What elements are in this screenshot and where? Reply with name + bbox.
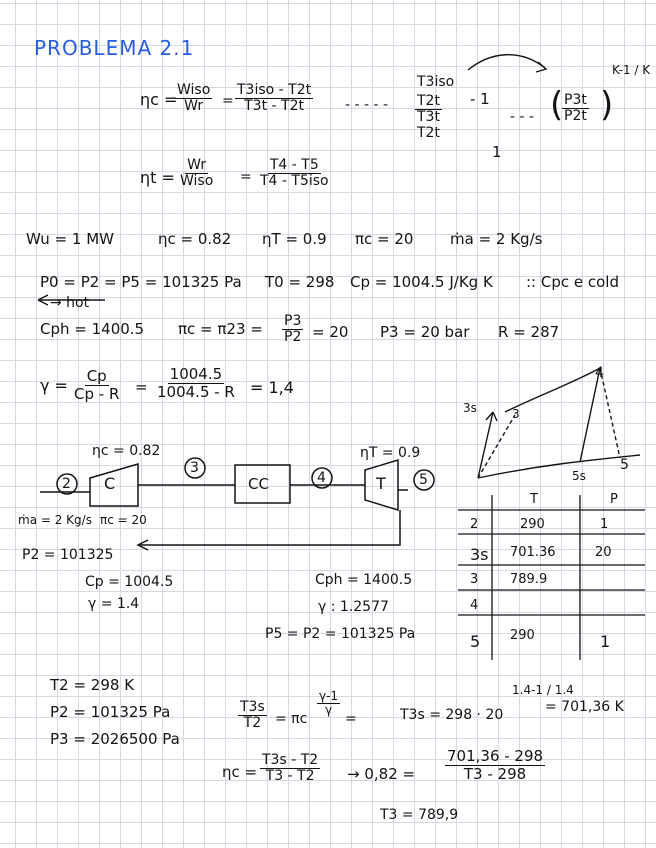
state-5-label: 5 [419,472,428,488]
compression-real [478,415,515,478]
table-cell: 20 [595,545,612,560]
ts-point-5s: 5s [572,469,586,483]
gamma-symbol: γ = [40,376,68,395]
table-header-t: T [530,492,538,507]
expansion-ideal [580,368,600,462]
table-header-p: P [610,492,618,507]
pi23-value: πc = π23 = [178,320,263,338]
table-cell: 4 [470,598,479,613]
equals-sign: = [222,93,234,109]
ts-point-3: 3 [512,407,520,421]
pi-c: = πc [275,711,308,727]
gamma-hot-label: γ : 1.2577 [318,599,389,615]
low-pressure-isobar [478,455,640,478]
p3-p2-frac: $\frac{P3}{P2}$ [284,313,302,346]
gamma-frac-2: $\frac{1004.5}{1004.5 - R}$ [157,365,235,401]
table-cell: 701.36 [510,545,556,560]
ma-label: ṁa = 2 Kg/s [18,513,92,527]
one: 1 [492,143,502,161]
power-value: Wu = 1 MW [26,230,114,248]
gamma-label: γ = 1.4 [88,596,140,612]
t3s-expr: T3s = 298 · 20 [400,707,504,723]
table-cell: 3 [470,572,479,587]
nc-frac-2: T3iso - T2t T3t - T2t [237,82,312,115]
cp-value: Cp = 1004.5 J/Kg K [350,273,493,291]
nc-symbol-2: ηc = [222,763,258,781]
p3-value: P3 = 20 bar [380,323,470,341]
cp-label: Cp = 1004.5 [85,574,174,590]
ts-point-4: 4 [595,365,604,381]
mass-flow-value: ṁa = 2 Kg/s [450,230,543,248]
equals-sign: = [135,378,148,396]
t2-value: T2 = 298 K [50,676,135,694]
state-2-label: 2 [62,476,71,492]
pic-label: πc = 20 [100,513,147,527]
nt-symbol: ηt = [140,168,175,187]
nc-label: ηc = 0.82 [92,443,161,459]
problem-title: PROBLEMA 2.1 [34,36,195,60]
gamma-exp-frac: $\frac{\gamma-1}{\gamma}$ [319,689,339,718]
ellipsis: - - - - - [345,97,389,113]
gamma-result: = 1,4 [250,378,294,397]
shaft-line [140,510,400,545]
nt-frac-1: Wr Wiso [180,157,214,190]
t3s-t2-frac: $\frac{T3s}{T2}$ [240,699,265,732]
pressure-ratio: $\frac{P3t}{P2t}$ [564,92,587,125]
pressure-value: P0 = P2 = P5 = 101325 Pa [40,273,242,291]
nc-frac-3: T3iso [417,74,455,90]
ts-point-5: 5 [620,457,629,473]
table-cell: 789.9 [510,572,548,587]
table-cell: 290 [510,628,535,643]
nt-label: ηT = 0.9 [360,445,421,461]
cycle-schematic [40,458,434,550]
t3-result: T3 = 789,9 [380,807,459,823]
p2-label: P2 = 101325 [22,547,114,563]
pi-result: = 20 [312,323,349,341]
expansion-real [600,368,620,458]
compression-ideal [478,412,493,478]
exponent: K-1 / K [612,63,651,77]
equals-sign: = [240,169,252,185]
table-cell: 1 [600,517,609,532]
nc-symbol: ηc = [140,90,178,109]
dash: - - - [510,109,535,125]
cph-value: Cph = 1400.5 [40,320,145,338]
nc-substitution: → 0,82 = [347,765,416,783]
paren-open: ( [550,85,564,125]
pi-value: πc = 20 [355,230,414,248]
ts-point-3s: 3s [463,401,477,415]
t0-value: T0 = 298 [265,273,335,291]
r-value: R = 287 [498,323,560,341]
state-3-label: 3 [190,460,199,476]
nc-frac-numeric: $\frac{701,36 - 298}{T3 - 298}$ [447,747,544,783]
p2-value: P2 = 101325 Pa [50,703,171,721]
table-cell: 3s [470,545,489,564]
cpc-note: :: Cpc e cold [526,273,619,291]
equals-sign: = [345,711,357,727]
ts-diagram [478,365,640,478]
state-table-lines [458,495,645,660]
combustor-label: CC [248,475,269,493]
nc-frac-bottom: $\frac{T3s - T2}{T3 - T2}$ [262,752,319,785]
nc-frac-1: Wiso Wr [177,82,211,115]
minus-one: - 1 [470,90,490,108]
high-pressure-isobar [505,368,600,412]
nt-frac-2: T4 - T5 T4 - T5iso [260,157,329,190]
table-cell: 1 [600,632,611,651]
compressor-label: C [104,474,116,493]
turbine-label: T [376,474,386,493]
paren-close: ) [600,85,614,125]
table-cell: 2 [470,517,479,532]
gamma-frac-1: $\frac{Cp}{Cp - R}$ [74,367,120,403]
state-4-label: 4 [317,470,326,486]
cph-label: Cph = 1400.5 [315,572,413,588]
nc-frac-3b: T2t T3t T2t [417,93,440,141]
substitution-arrow [468,55,545,70]
hot-label: → hot [50,295,90,311]
t3s-result: = 701,36 K [545,699,624,715]
nt-value: ηT = 0.9 [262,230,327,248]
table-cell: 290 [520,517,545,532]
p3-pa-value: P3 = 2026500 Pa [50,730,180,748]
t3s-exponent: 1.4-1 / 1.4 [512,683,574,697]
table-cell: 5 [470,632,481,651]
p5-label: P5 = P2 = 101325 Pa [265,626,416,642]
nc-value: ηc = 0.82 [158,230,232,248]
